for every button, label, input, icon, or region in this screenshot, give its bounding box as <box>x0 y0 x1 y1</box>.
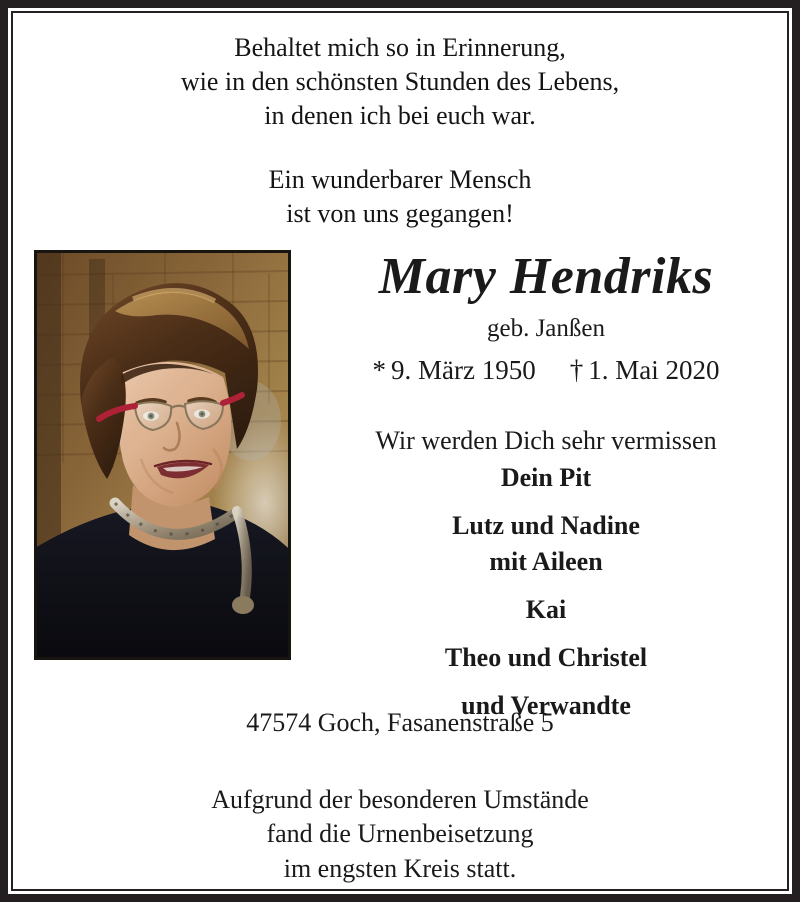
address-line: 47574 Goch, Fasanenstraße 5 <box>246 708 554 737</box>
mourner-name: Lutz und Nadine <box>452 511 640 540</box>
birth-date: 9. März 1950 <box>391 355 536 385</box>
mourner-name: Dein Pit <box>500 463 592 492</box>
deceased-name: Mary Hendriks <box>378 248 714 305</box>
opening-verse-line-2: wie in den schönsten Stunden des Lebens, <box>180 66 620 96</box>
closing-note <box>13 783 787 886</box>
deceased-maiden-name: geb. Janßen <box>486 315 606 342</box>
mourner-name: Kai <box>525 595 567 624</box>
second-verse <box>13 163 787 231</box>
death-date: 1. Mai 2020 <box>588 355 720 385</box>
opening-verse-line-1: Behaltet mich so in Erinnerung, <box>234 33 566 62</box>
portrait-photo-image <box>37 253 288 657</box>
death-cross-icon: † <box>569 355 584 385</box>
farewell-message: Wir werden Dich sehr vermissen <box>375 426 717 455</box>
birth-date-group <box>373 355 536 385</box>
mourner-name: und Verwandte <box>461 691 631 720</box>
opening-verse <box>13 31 787 132</box>
second-verse-line-1: Ein wunderbarer Mensch <box>268 165 532 194</box>
life-dates <box>305 357 787 384</box>
death-date-group <box>570 355 720 385</box>
closing-note-line-1: Aufgrund der besonderen Umstände <box>211 785 589 814</box>
second-verse-line-2: ist von uns gegangen! <box>286 198 514 228</box>
portrait-photo <box>34 250 291 660</box>
mourners-list <box>305 465 787 719</box>
opening-verse-line-3: in denen ich bei euch war. <box>264 100 536 130</box>
mourner-name: Theo und Christel <box>444 643 648 672</box>
notice-content <box>13 13 787 889</box>
closing-note-line-3: im engsten Kreis statt. <box>283 853 517 883</box>
mourner-name: mit Aileen <box>489 547 603 576</box>
closing-note-line-2: fand die Urnenbeisetzung <box>266 819 534 849</box>
birth-star-icon: * <box>372 355 387 385</box>
